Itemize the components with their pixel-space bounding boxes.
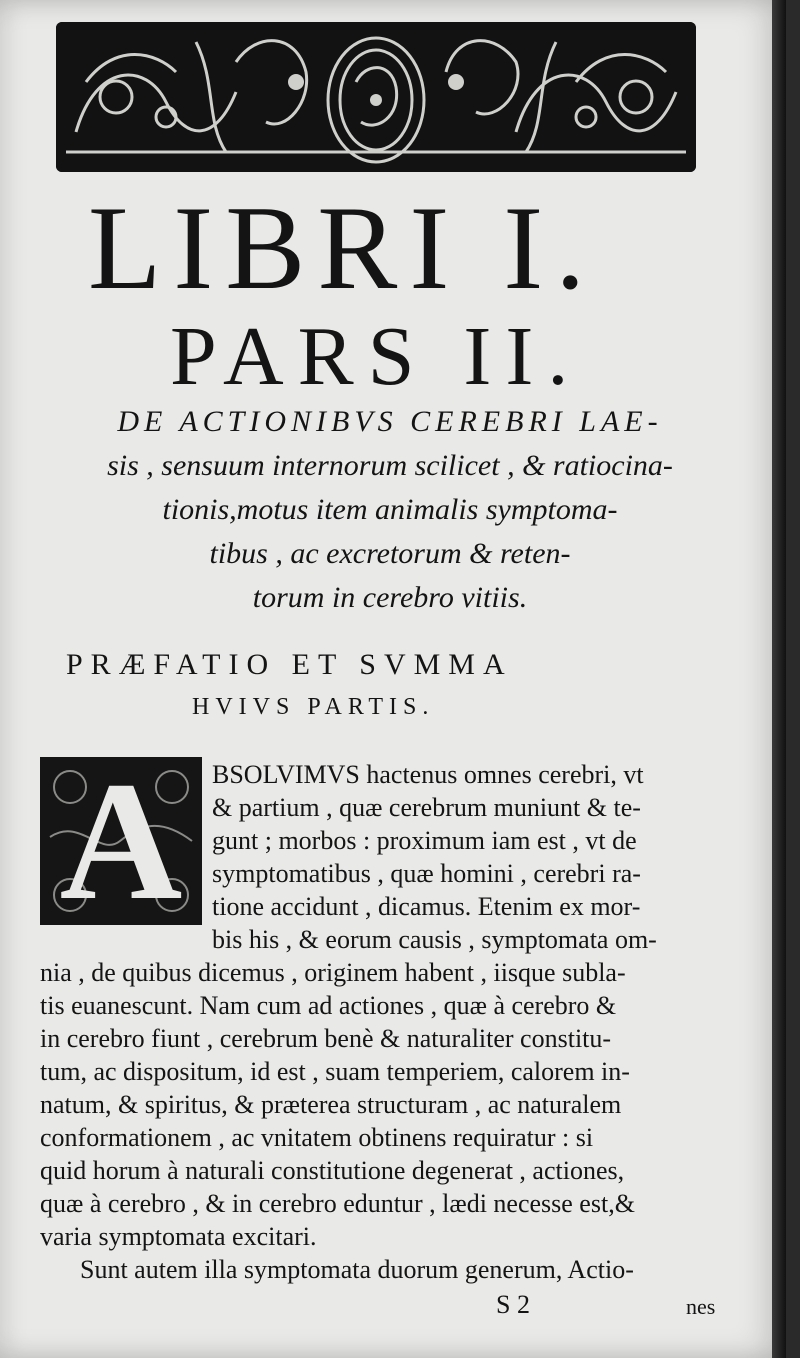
body-line: varia symptomata excitari. <box>40 1222 317 1251</box>
body-line: gunt ; morbos : proximum iam est , vt de <box>212 826 637 855</box>
body-line: in cerebro fiunt , cerebrum benè & naturaliter constitu- <box>40 1024 612 1053</box>
subtitle-line-2: sis , sensuum internorum scilicet , & ratiocina- <box>107 449 673 482</box>
subtitle-line-3: tionis,motus item animalis symptoma- <box>162 493 618 526</box>
body-line: tis euanescunt. Nam cum ad actiones , quæ à cerebro & <box>40 991 617 1020</box>
body-line: & partium , quæ cerebrum muniunt & te- <box>212 793 641 822</box>
signature-mark: S 2 <box>496 1290 530 1319</box>
body-line: natum, & spiritus, & præterea structuram , ac naturalem <box>40 1090 622 1119</box>
body-line: symptomatibus , quæ homini , cerebri ra- <box>212 859 641 888</box>
body-line: BSOLVIMVS hactenus omnes cerebri, vt <box>212 760 644 789</box>
subtitle-line-5: torum in cerebro vitiis. <box>252 581 528 614</box>
preface-heading: PRÆFATIO ET SVMMA <box>66 648 513 681</box>
body-line: quid horum à naturali constitutione degenerat , actiones, <box>40 1156 625 1185</box>
book-title-line: LIBRI I. <box>88 181 598 314</box>
preface-subheading: HVIVS PARTIS. <box>192 694 435 720</box>
subtitle-line-1: DE ACTIONIBVS CEREBRI LAE- <box>117 405 663 438</box>
body-line: tione accidunt , dicamus. Etenim ex mor- <box>212 892 641 921</box>
body-line: conformationem , ac vnitatem obtinens requiratur : si <box>40 1123 594 1152</box>
body-line: bis his , & eorum causis , symptomata om- <box>212 925 657 954</box>
part-title-line: PARS II. <box>170 310 583 403</box>
subtitle-line-4: tibus , ac excretorum & reten- <box>209 537 571 570</box>
catchword: nes <box>686 1294 716 1319</box>
body-line: Sunt autem illa symptomata duorum generum, Actio- <box>80 1255 634 1284</box>
body-line: nia , de quibus dicemus , originem habent , iisque subla- <box>40 958 626 987</box>
body-line: tum, ac dispositum, id est , suam temperiem, calorem in- <box>40 1057 630 1086</box>
initial-letter: A <box>59 747 183 935</box>
body-line: quæ à cerebro , & in cerebro eduntur , lædi necesse est,& <box>40 1189 635 1218</box>
